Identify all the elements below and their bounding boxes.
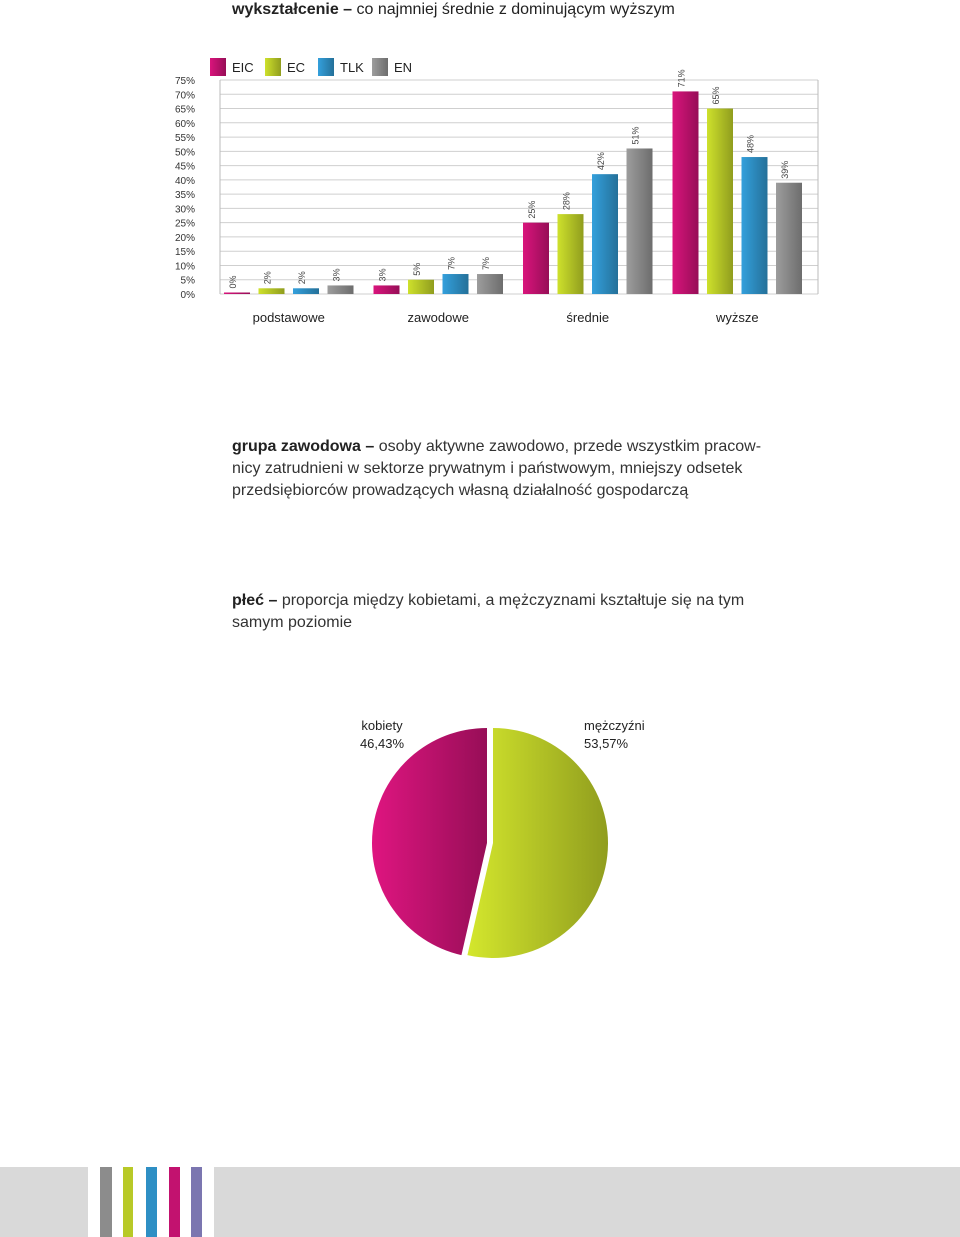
occupation-text-1: osoby aktywne zawodowo, przede wszystkim pracow- (378, 438, 762, 455)
bar (224, 293, 250, 295)
footer-stripe-2 (123, 1167, 133, 1237)
y-tick-label: 40% (174, 175, 195, 187)
bar (477, 274, 503, 294)
bar (592, 174, 618, 294)
category-label: zawodowe (407, 310, 469, 325)
gender-term: płeć – (232, 592, 282, 609)
data-label: 28% (561, 192, 572, 211)
bar (707, 109, 733, 294)
y-tick-label: 15% (174, 247, 195, 259)
y-tick-label: 50% (174, 147, 195, 159)
page-footer (0, 1167, 960, 1237)
data-label: 2% (262, 271, 273, 285)
pie-slice (372, 728, 487, 955)
y-tick-label: 75% (174, 76, 195, 87)
category-label: średnie (566, 310, 610, 325)
y-tick-label: 0% (180, 290, 195, 301)
legend-label: EC (287, 60, 306, 75)
footer-stripe-1 (100, 1167, 112, 1237)
data-label: 42% (596, 152, 606, 171)
gender-paragraph (232, 590, 792, 634)
y-tick-label: 10% (174, 261, 195, 273)
bar (523, 223, 549, 294)
data-label: 3% (377, 268, 388, 282)
gender-text-1: proporcja między kobietami, a mężczyznami kształtuje się na tym (281, 592, 745, 609)
y-tick-label: 60% (174, 118, 195, 130)
y-tick-label: 55% (174, 133, 195, 145)
y-tick-label: 30% (174, 204, 195, 216)
y-tick-label: 5% (180, 275, 195, 287)
legend-label: TLK (340, 60, 364, 75)
data-label: 65% (711, 86, 721, 105)
data-label: 39% (780, 160, 790, 179)
bar (776, 183, 802, 294)
data-label: 25% (527, 200, 537, 219)
data-label: 71% (676, 69, 687, 88)
slice-name-label: kobiety (361, 718, 403, 733)
footer-stripe-4 (169, 1167, 180, 1237)
slice-value-label: 53,57% (584, 736, 629, 751)
y-tick-label: 20% (174, 232, 195, 244)
data-label: 7% (481, 257, 491, 271)
data-label: 48% (745, 135, 756, 154)
data-label: 3% (331, 268, 342, 282)
data-label: 0% (228, 275, 238, 289)
category-label: wyższe (715, 310, 759, 325)
slice-name-label: mężczyźni (584, 718, 645, 733)
bar (328, 285, 354, 294)
data-label: 7% (446, 257, 457, 271)
bar (627, 148, 653, 294)
bar (374, 285, 400, 294)
legend-swatch (318, 58, 334, 76)
occupation-term: grupa zawodowa – (232, 438, 379, 455)
heading-bold: wykształcenie – (232, 1, 357, 18)
footer-block-right (214, 1167, 960, 1237)
bar (408, 280, 434, 294)
legend-swatch (265, 58, 281, 76)
bar (259, 288, 285, 294)
footer-stripe-3 (146, 1167, 157, 1237)
occupation-paragraph (232, 436, 792, 502)
occupation-text-3: przedsiębiorców prowadzących własną działalność gospodarczą (232, 482, 689, 499)
gender-pie-chart (0, 700, 960, 980)
occupation-line-1 (232, 436, 792, 458)
bar (293, 288, 319, 294)
gender-line-1 (232, 590, 792, 612)
footer-block-left (0, 1167, 88, 1237)
section-heading (232, 0, 675, 20)
bar (673, 91, 699, 294)
y-tick-label: 25% (174, 218, 195, 230)
gender-text-2: samym poziomie (232, 614, 353, 631)
pie-slice (467, 728, 608, 958)
legend-swatch (372, 58, 388, 76)
bar (742, 157, 768, 294)
data-label: 2% (297, 271, 307, 285)
category-label: podstawowe (252, 310, 325, 325)
y-tick-label: 65% (174, 104, 195, 116)
y-tick-label: 45% (174, 161, 195, 173)
y-tick-label: 70% (174, 90, 195, 102)
education-bar-chart (0, 40, 960, 340)
data-label: 51% (630, 126, 641, 145)
y-tick-label: 35% (174, 190, 195, 202)
legend-label: EIC (232, 60, 254, 75)
bar (443, 274, 469, 294)
legend-label: EN (394, 60, 413, 75)
bar (558, 214, 584, 294)
slice-value-label: 46,43% (359, 736, 405, 751)
data-label: 5% (412, 262, 422, 276)
footer-stripe-5 (191, 1167, 202, 1237)
occupation-text-2: nicy zatrudnieni w sektorze prywatnym i państwowym, mniejszy odsetek (232, 460, 743, 477)
legend-swatch (210, 58, 226, 76)
heading-rest: co najmniej średnie z dominującym wyższym (356, 1, 675, 18)
